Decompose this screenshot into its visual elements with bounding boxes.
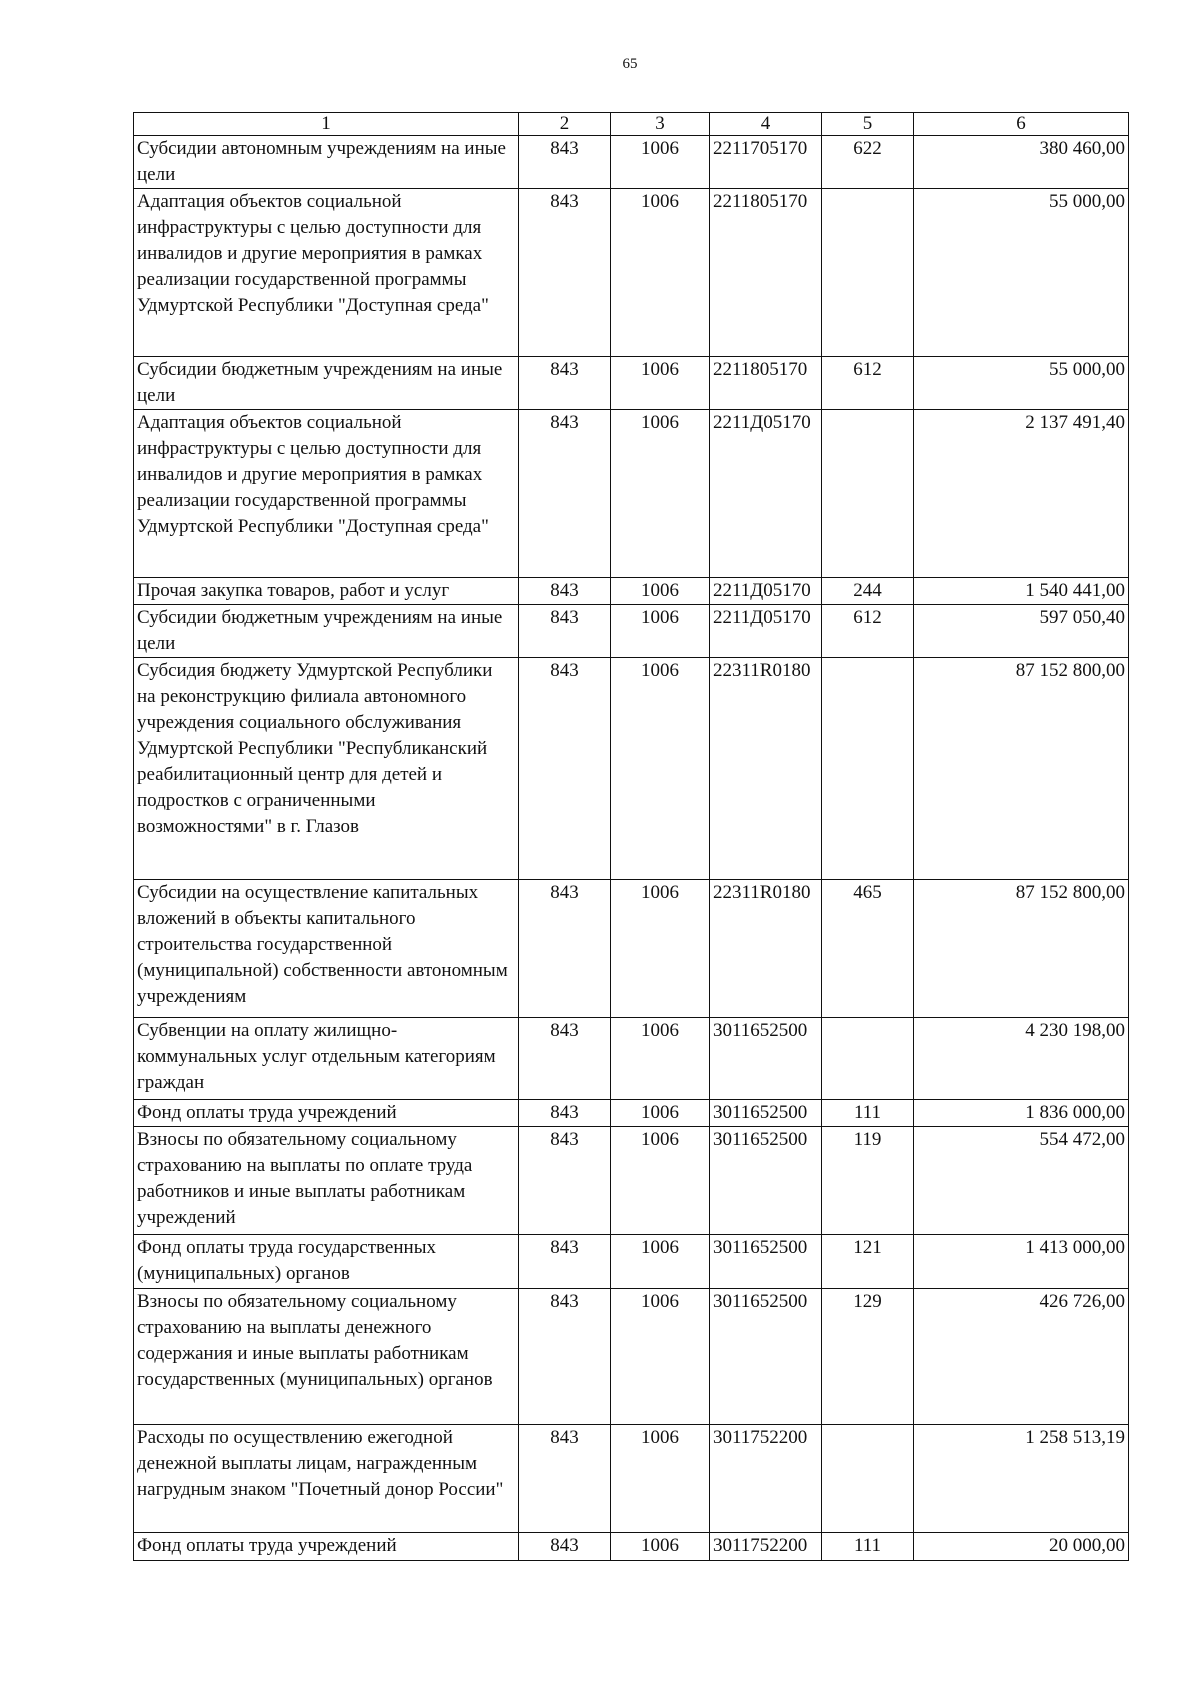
row-name-cell: Субсидии бюджетным учреждениям на иные цели bbox=[134, 605, 519, 658]
row-code-cell: 843 bbox=[519, 578, 611, 605]
row-target-cell: 2211Д05170 bbox=[710, 605, 822, 658]
row-target-cell: 22311R0180 bbox=[710, 658, 822, 880]
row-name-cell: Адаптация объектов социальной инфраструктуры с целью доступности для инвалидов и другие мероприятия в рамках реализации государственной программы Удмуртской Республики "Доступная среда" bbox=[134, 410, 519, 578]
row-target-cell: 2211805170 bbox=[710, 357, 822, 410]
table-row bbox=[134, 1018, 1129, 1100]
row-section-cell: 1006 bbox=[611, 1289, 710, 1425]
row-type-cell bbox=[822, 1425, 914, 1533]
table-row bbox=[134, 1289, 1129, 1425]
row-target-cell: 2211Д05170 bbox=[710, 410, 822, 578]
row-amount-cell: 1 836 000,00 bbox=[914, 1100, 1129, 1127]
row-amount-cell: 87 152 800,00 bbox=[914, 880, 1129, 1018]
row-amount-cell: 55 000,00 bbox=[914, 357, 1129, 410]
row-name-cell: Субсидии автономным учреждениям на иные цели bbox=[134, 136, 519, 189]
row-target-cell: 22311R0180 bbox=[710, 880, 822, 1018]
row-type-cell: 121 bbox=[822, 1235, 914, 1289]
row-name-cell: Взносы по обязательному социальному страхованию на выплаты по оплате труда работников и иные выплаты работникам учреждений bbox=[134, 1127, 519, 1235]
row-type-cell: 111 bbox=[822, 1100, 914, 1127]
budget-table bbox=[133, 112, 1129, 1561]
row-code-cell: 843 bbox=[519, 189, 611, 357]
row-target-cell: 3011652500 bbox=[710, 1127, 822, 1235]
row-amount-cell: 1 258 513,19 bbox=[914, 1425, 1129, 1533]
page-number: 65 bbox=[622, 56, 638, 72]
row-section-cell: 1006 bbox=[611, 410, 710, 578]
row-code-cell: 843 bbox=[519, 1425, 611, 1533]
row-section-cell: 1006 bbox=[611, 605, 710, 658]
row-amount-cell: 554 472,00 bbox=[914, 1127, 1129, 1235]
row-section-cell: 1006 bbox=[611, 136, 710, 189]
row-section-cell: 1006 bbox=[611, 578, 710, 605]
row-type-cell: 622 bbox=[822, 136, 914, 189]
row-amount-cell: 597 050,40 bbox=[914, 605, 1129, 658]
row-code-cell: 843 bbox=[519, 1100, 611, 1127]
table-row bbox=[134, 357, 1129, 410]
row-amount-cell: 4 230 198,00 bbox=[914, 1018, 1129, 1100]
row-target-cell: 2211805170 bbox=[710, 189, 822, 357]
row-name-cell: Субсидия бюджету Удмуртской Республики на реконструкцию филиала автономного учреждения социального обслуживания Удмуртской Республики "Республиканский реабилитационный центр для детей и подростков с ограниченными возможностями" в г. Глазов bbox=[134, 658, 519, 880]
row-code-cell: 843 bbox=[519, 605, 611, 658]
header-cell: 5 bbox=[822, 113, 914, 136]
row-target-cell: 3011652500 bbox=[710, 1018, 822, 1100]
row-type-cell: 129 bbox=[822, 1289, 914, 1425]
row-code-cell: 843 bbox=[519, 1018, 611, 1100]
row-target-cell: 2211Д05170 bbox=[710, 578, 822, 605]
row-type-cell bbox=[822, 658, 914, 880]
row-target-cell: 3011752200 bbox=[710, 1425, 822, 1533]
row-amount-cell: 2 137 491,40 bbox=[914, 410, 1129, 578]
table-row bbox=[134, 1235, 1129, 1289]
row-section-cell: 1006 bbox=[611, 880, 710, 1018]
row-amount-cell: 380 460,00 bbox=[914, 136, 1129, 189]
row-code-cell: 843 bbox=[519, 136, 611, 189]
row-name-cell: Расходы по осуществлению ежегодной денежной выплаты лицам, награжденным нагрудным знаком "Почетный донор России" bbox=[134, 1425, 519, 1533]
table-row bbox=[134, 1127, 1129, 1235]
header-cell: 1 bbox=[134, 113, 519, 136]
table-row bbox=[134, 136, 1129, 189]
row-target-cell: 2211705170 bbox=[710, 136, 822, 189]
row-code-cell: 843 bbox=[519, 1127, 611, 1235]
row-name-cell: Фонд оплаты труда учреждений bbox=[134, 1100, 519, 1127]
table-row bbox=[134, 880, 1129, 1018]
row-type-cell bbox=[822, 189, 914, 357]
table-row bbox=[134, 658, 1129, 880]
table-row bbox=[134, 605, 1129, 658]
row-type-cell bbox=[822, 1018, 914, 1100]
row-section-cell: 1006 bbox=[611, 1235, 710, 1289]
row-type-cell: 111 bbox=[822, 1533, 914, 1561]
row-amount-cell: 426 726,00 bbox=[914, 1289, 1129, 1425]
header-cell: 2 bbox=[519, 113, 611, 136]
row-code-cell: 843 bbox=[519, 880, 611, 1018]
row-section-cell: 1006 bbox=[611, 1127, 710, 1235]
header-cell: 3 bbox=[611, 113, 710, 136]
table-row bbox=[134, 1425, 1129, 1533]
row-section-cell: 1006 bbox=[611, 658, 710, 880]
row-type-cell: 612 bbox=[822, 357, 914, 410]
table-row bbox=[134, 189, 1129, 357]
row-section-cell: 1006 bbox=[611, 1018, 710, 1100]
row-section-cell: 1006 bbox=[611, 1425, 710, 1533]
header-cell: 4 bbox=[710, 113, 822, 136]
row-section-cell: 1006 bbox=[611, 1533, 710, 1561]
row-name-cell: Прочая закупка товаров, работ и услуг bbox=[134, 578, 519, 605]
header-cell: 6 bbox=[914, 113, 1129, 136]
row-amount-cell: 1 540 441,00 bbox=[914, 578, 1129, 605]
row-name-cell: Взносы по обязательному социальному страхованию на выплаты денежного содержания и иные выплаты работникам государственных (муниципальных) органов bbox=[134, 1289, 519, 1425]
row-code-cell: 843 bbox=[519, 658, 611, 880]
row-type-cell: 612 bbox=[822, 605, 914, 658]
row-name-cell: Субвенции на оплату жилищно-коммунальных услуг отдельным категориям граждан bbox=[134, 1018, 519, 1100]
row-section-cell: 1006 bbox=[611, 1100, 710, 1127]
row-target-cell: 3011752200 bbox=[710, 1533, 822, 1561]
row-code-cell: 843 bbox=[519, 1533, 611, 1561]
table-row bbox=[134, 578, 1129, 605]
row-amount-cell: 1 413 000,00 bbox=[914, 1235, 1129, 1289]
row-name-cell: Фонд оплаты труда учреждений bbox=[134, 1533, 519, 1561]
row-target-cell: 3011652500 bbox=[710, 1100, 822, 1127]
row-name-cell: Субсидии на осуществление капитальных вложений в объекты капитального строительства государственной (муниципальной) собственности автономным учреждениям bbox=[134, 880, 519, 1018]
row-amount-cell: 55 000,00 bbox=[914, 189, 1129, 357]
row-name-cell: Фонд оплаты труда государственных (муниципальных) органов bbox=[134, 1235, 519, 1289]
row-target-cell: 3011652500 bbox=[710, 1289, 822, 1425]
row-type-cell bbox=[822, 410, 914, 578]
row-type-cell: 244 bbox=[822, 578, 914, 605]
row-code-cell: 843 bbox=[519, 1289, 611, 1425]
row-type-cell: 119 bbox=[822, 1127, 914, 1235]
table-row bbox=[134, 1533, 1129, 1561]
row-section-cell: 1006 bbox=[611, 357, 710, 410]
row-amount-cell: 20 000,00 bbox=[914, 1533, 1129, 1561]
table-row bbox=[134, 410, 1129, 578]
row-target-cell: 3011652500 bbox=[710, 1235, 822, 1289]
row-code-cell: 843 bbox=[519, 1235, 611, 1289]
row-type-cell: 465 bbox=[822, 880, 914, 1018]
table-header-row bbox=[134, 113, 1129, 136]
table-row bbox=[134, 1100, 1129, 1127]
row-name-cell: Адаптация объектов социальной инфраструктуры с целью доступности для инвалидов и другие мероприятия в рамках реализации государственной программы Удмуртской Республики "Доступная среда" bbox=[134, 189, 519, 357]
row-code-cell: 843 bbox=[519, 357, 611, 410]
row-section-cell: 1006 bbox=[611, 189, 710, 357]
row-code-cell: 843 bbox=[519, 410, 611, 578]
row-amount-cell: 87 152 800,00 bbox=[914, 658, 1129, 880]
row-name-cell: Субсидии бюджетным учреждениям на иные цели bbox=[134, 357, 519, 410]
